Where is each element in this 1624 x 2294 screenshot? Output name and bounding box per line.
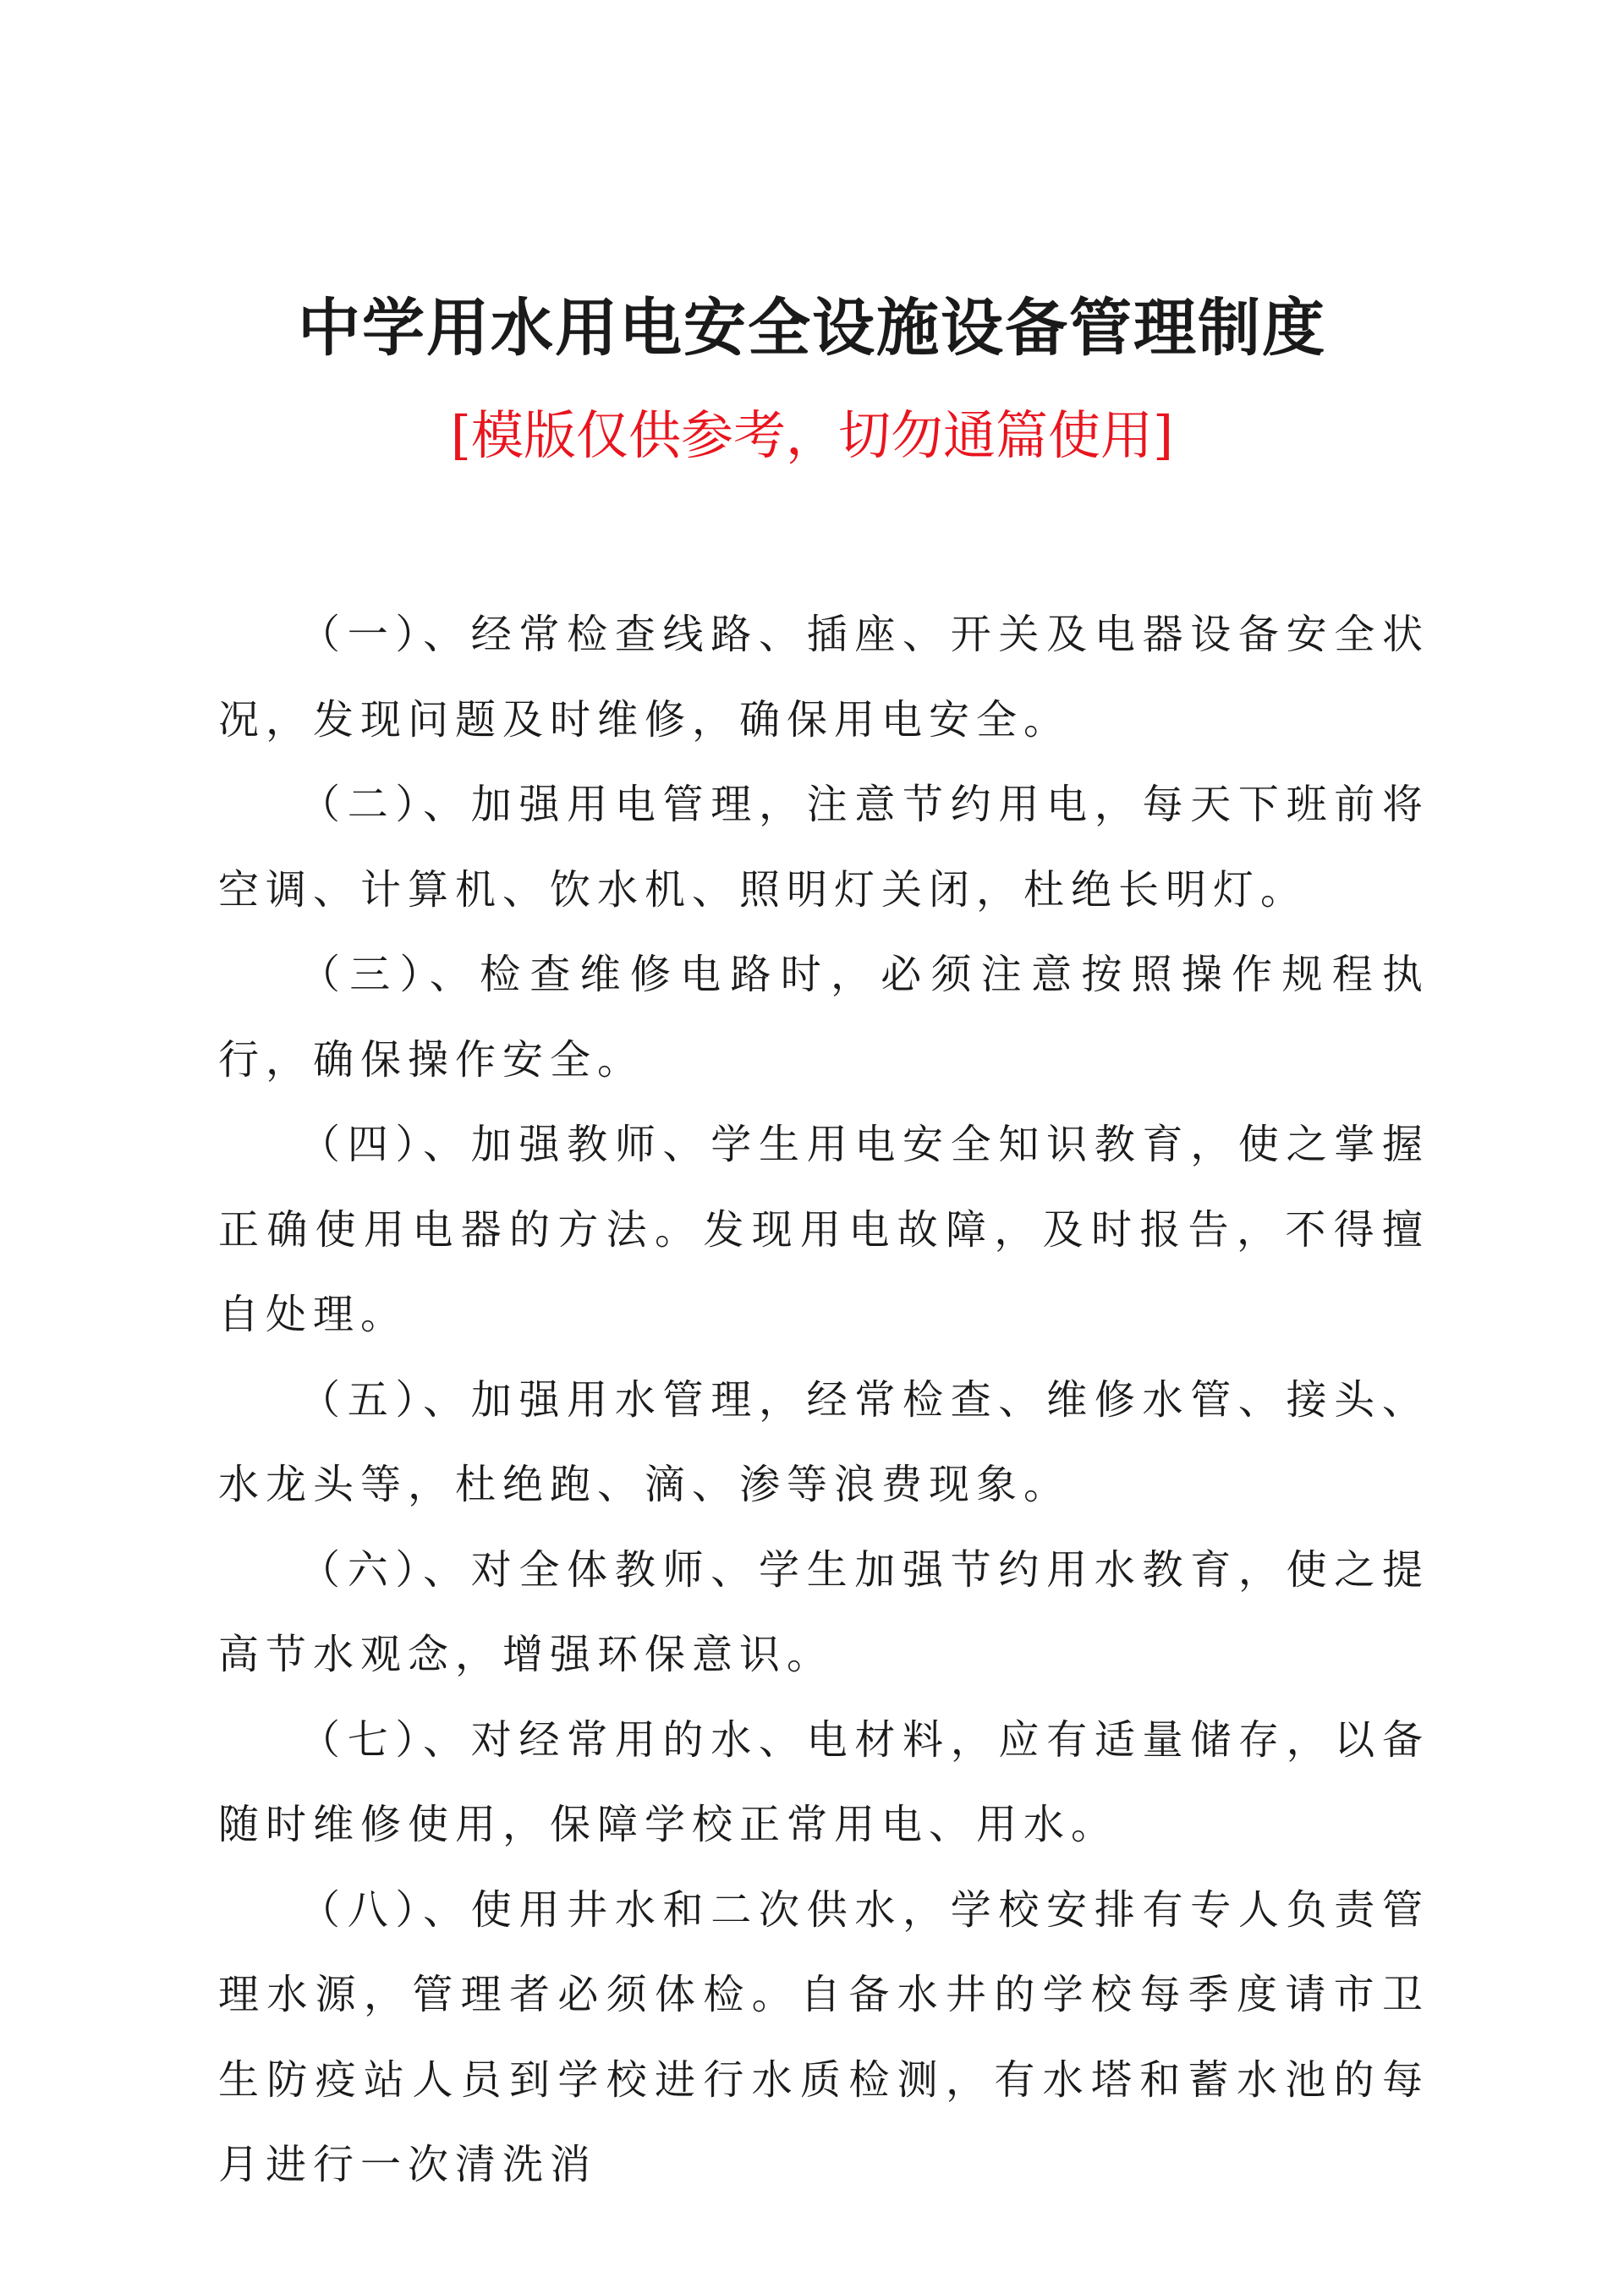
paragraph-4: （四）、加强教师、学生用电安全知识教育，使之掌握正确使用电器的方法。发现用电故障，及时报告，不得擅自处理。 [218, 1121, 1429, 1338]
paragraph-2: （二）、加强用电管理，注意节约用电，每天下班前将空调、计算机、饮水机、照明灯关闭，杜绝长明灯。 [218, 781, 1429, 914]
paragraph-7: （七）、对经常用的水、电材料，应有适量储存，以备随时维修使用，保障学校正常用电、用水。 [218, 1715, 1429, 1848]
template-notice: [模版仅供参考，切勿通篇使用] [450, 404, 1174, 466]
paragraph-6: （六）、对全体教师、学生加强节约用水教育，使之提高节水观念，增强环保意识。 [218, 1545, 1429, 1678]
paragraph-8: （八）、使用井水和二次供水，学校安排有专人负责管理水源，管理者必须体检。自备水井的学校每季度请市卫生防疫站人员到学校进行水质检测，有水塔和蓄水池的每月进行一次清洗消 [218, 1885, 1429, 2188]
document-title: 中学用水用电安全设施设备管理制度 [298, 292, 1326, 365]
paragraph-1: （一）、经常检查线路、插座、开关及电器设备安全状况，发现问题及时维修，确保用电安全。 [218, 611, 1429, 744]
paragraph-5: （五）、加强用水管理，经常检查、维修水管、接头、水龙头等，杜绝跑、滴、渗等浪费现象。 [218, 1375, 1429, 1508]
paragraph-3: （三）、检查维修电路时，必须注意按照操作规程执行，确保操作安全。 [218, 951, 1429, 1084]
document-body [218, 592, 1429, 2208]
